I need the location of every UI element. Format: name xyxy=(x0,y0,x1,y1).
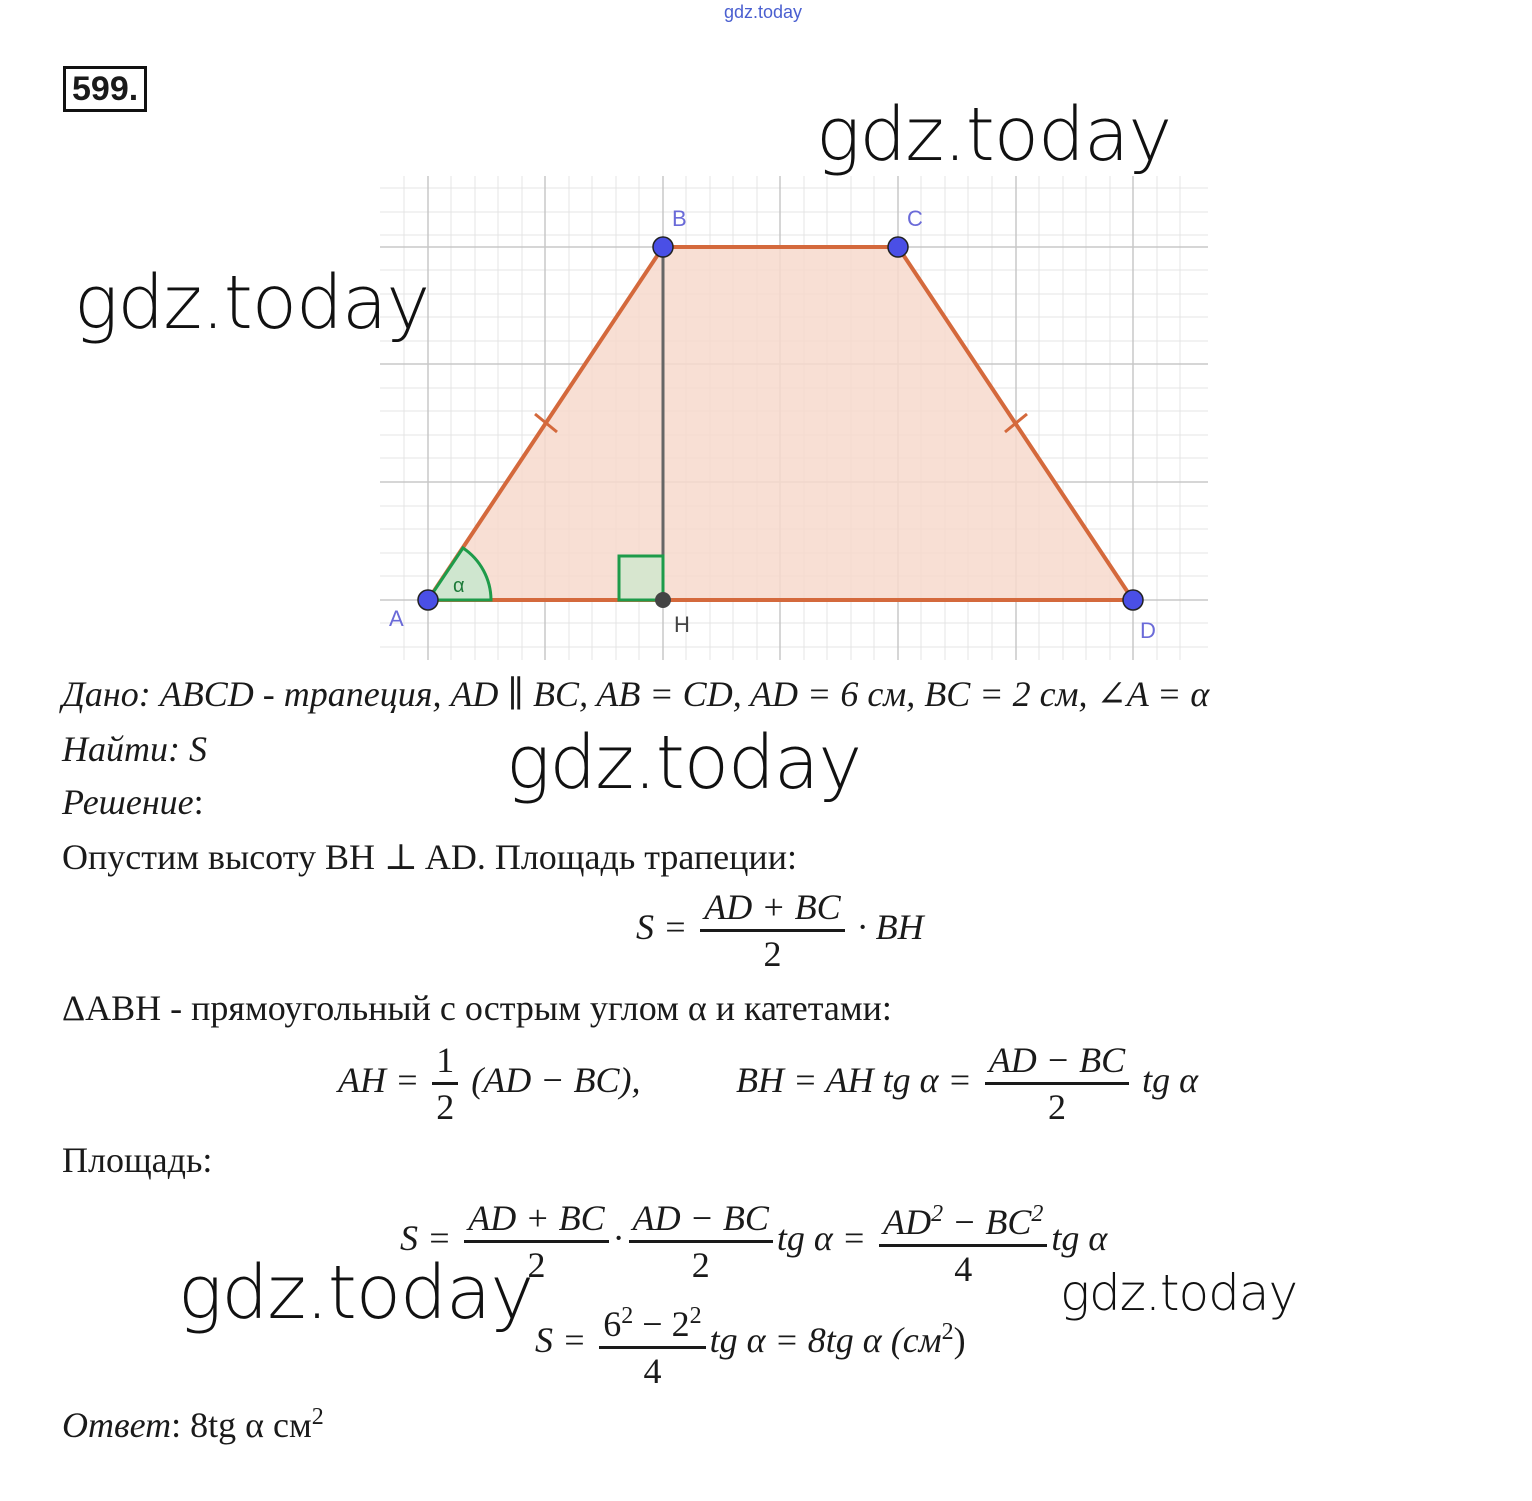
f2-ah-left: AH = xyxy=(338,1059,420,1100)
f3-f1-num: AD + BC xyxy=(468,1198,605,1238)
trapezoid-figure xyxy=(0,0,1532,700)
f4-end: ) xyxy=(953,1319,966,1360)
watermark-1: gdz.today xyxy=(816,92,1172,178)
find-label: Найти xyxy=(62,729,168,769)
watermark-2: gdz.today xyxy=(74,260,430,346)
point-h xyxy=(655,592,671,608)
label-c: C xyxy=(907,206,923,231)
f3-f3-num: $AD^2 - BC^2$ xyxy=(883,1201,1044,1242)
f4-sup: 2 xyxy=(941,1318,954,1345)
given-text: : ABCD - трапеция, AD ∥ BC, AB = CD, AD = 6 см, BC = 2 см, ∠A = α xyxy=(138,674,1210,714)
f4-den: 4 xyxy=(599,1346,705,1393)
f4-num: $6^2 - 2^2$ xyxy=(603,1303,702,1344)
answer-sup: 2 xyxy=(311,1404,324,1430)
given-label: Дано xyxy=(62,674,139,714)
label-h: H xyxy=(674,612,690,637)
f4-mid: tg α = 8tg α (см xyxy=(709,1319,942,1360)
solution-colon: : xyxy=(193,782,204,822)
answer-text: : 8tg α см xyxy=(171,1405,312,1445)
f2-bh-fraction xyxy=(985,1038,1129,1129)
f1-fraction xyxy=(700,885,844,976)
f3-f2-num: AD − BC xyxy=(632,1198,769,1238)
solution-text-1: Опустим высоту BH ⊥ AD. Площадь трапеции: xyxy=(62,837,797,877)
label-d: D xyxy=(1140,618,1156,643)
watermark-4: gdz.today xyxy=(178,1250,534,1336)
f1-den: 2 xyxy=(700,929,844,976)
right-angle-marker xyxy=(619,556,663,600)
f1-num: AD + BC xyxy=(704,887,841,927)
f4-fraction xyxy=(599,1294,705,1393)
f3-left: S = xyxy=(400,1217,452,1258)
point-d xyxy=(1123,590,1143,610)
f2-ah-fraction xyxy=(432,1038,458,1129)
formula-bh xyxy=(736,1038,1198,1129)
f3-f1-den: 2 xyxy=(464,1240,608,1287)
label-alpha: α xyxy=(453,575,465,597)
label-b: B xyxy=(672,206,687,231)
f4-left: S = xyxy=(535,1319,587,1360)
watermark-5: gdz.today xyxy=(1060,1264,1298,1322)
answer-line xyxy=(62,1397,324,1445)
label-a: A xyxy=(389,606,404,631)
f3-fraction-3 xyxy=(879,1192,1047,1291)
f2-bh-den: 2 xyxy=(985,1082,1129,1129)
solution-text-2: ΔABH - прямоугольный с острым углом α и катетами: xyxy=(62,988,892,1028)
f3-dot: · xyxy=(612,1217,625,1258)
point-a xyxy=(418,590,438,610)
problem-number: 599. xyxy=(63,66,147,112)
find-line xyxy=(62,729,207,769)
f3-f2-den: 2 xyxy=(629,1240,773,1287)
point-c xyxy=(888,237,908,257)
f2-ah-num: 1 xyxy=(436,1040,455,1080)
answer-label: Ответ xyxy=(62,1405,172,1445)
f1-left: S = xyxy=(636,906,688,947)
f1-right: · BH xyxy=(857,906,924,947)
solution-line xyxy=(62,782,204,822)
f2-bh-num: AD − BC xyxy=(988,1040,1126,1080)
f3-mid: tg α = xyxy=(776,1217,867,1258)
formula-area-trapezoid xyxy=(636,885,924,976)
f3-f3-den: 4 xyxy=(879,1244,1047,1291)
trapezoid-fill xyxy=(428,247,1133,600)
point-b xyxy=(653,237,673,257)
f2-bh-right: tg α xyxy=(1142,1059,1199,1100)
f2-bh-left: BH = AH tg α = xyxy=(736,1059,972,1100)
solution-text-3: Площадь: xyxy=(62,1140,213,1180)
solution-label: Решение xyxy=(62,782,194,822)
f3-fraction-2 xyxy=(629,1196,773,1287)
f2-ah-den: 2 xyxy=(432,1082,458,1129)
watermark-3: gdz.today xyxy=(506,720,862,806)
given-line xyxy=(62,674,1209,714)
top-watermark: gdz.today xyxy=(724,2,803,22)
formula-area-numeric xyxy=(535,1294,966,1393)
f3-right: tg α xyxy=(1051,1217,1108,1258)
find-text: : S xyxy=(168,729,207,769)
formula-ah xyxy=(338,1038,641,1129)
f2-ah-right: (AD − BC), xyxy=(471,1059,641,1100)
